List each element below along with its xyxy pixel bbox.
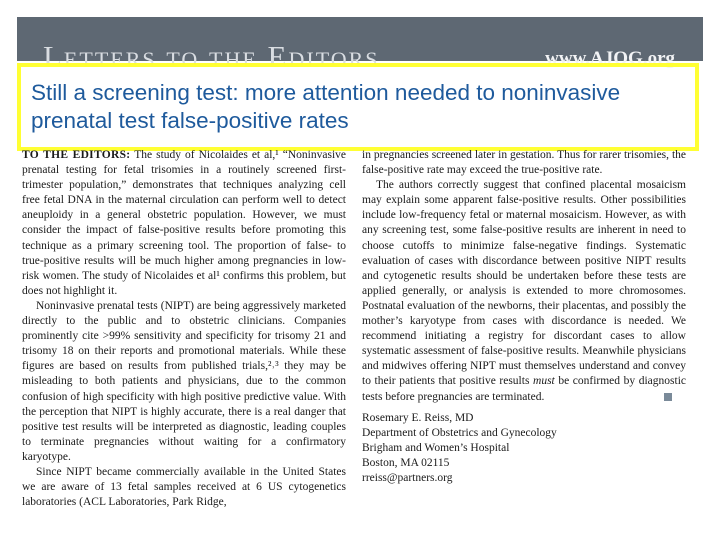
- paragraph-text-end: be confirmed by diagnostic tests before pregnancies are terminated.: [362, 375, 686, 403]
- article-body: [22, 148, 686, 528]
- paragraph: Since NIPT became commercially available in the United States we are aware of 13 fetal samples received at 6 US cytogenetics laboratories (ACL Laboratories, Park Ridge,: [22, 465, 346, 509]
- author-email[interactable]: rreiss@partners.org: [362, 471, 453, 484]
- end-of-article-icon: [664, 393, 672, 401]
- author-signature: [362, 411, 686, 486]
- author-city: Boston, MA 02115: [362, 456, 450, 469]
- title-highlight-box: [17, 63, 699, 151]
- article-title: Still a screening test: more attention needed to noninvasive prenatal test false-positive rates: [31, 80, 621, 133]
- paragraph-text: The study of Nicolaides et al,¹ “Noninvasive prenatal testing for fetal trisomies in a routinely screened first-trimester population,” demonstrates that techniques analyzing cell free fetal DNA in the maternal circulation can perform well to detect aneuploidy in a general obstetric population. However, we must consider the impact of false-positive results before promoting this technique as a primary screening tool. The proportion of false- to true-positive results will be much higher among pregnancies in low-risk women. The study of Nicolaides et al¹ confirms this problem, but does not highlight it.: [22, 149, 346, 297]
- emphasis-text: must: [533, 375, 555, 388]
- section-heading: Letters to the Editors: [43, 39, 380, 74]
- paragraph: [22, 148, 346, 299]
- letter-salutation: TO THE EDITORS:: [22, 149, 131, 161]
- paragraph: Noninvasive prenatal tests (NIPT) are being aggressively marketed directly to the public and to obstetric clinicians. Companies prominently cite >99% sensitivity and specificity for trisomy 21 and trisomy 18 on their reports and promotional materials. While these figures are based on results from published trials,²˒³ they may be misleading to both patients and physicians, due to the common confusion of high specificity with high positive predictive value. With the perception that NIPT is highly accurate, there is a real danger that positive test results will be interpreted as diagnostic, leading couples to terminate pregnancies without waiting for a confirmatory karyotype.: [22, 299, 346, 463]
- journal-header-bar: [17, 17, 703, 74]
- paragraph: in pregnancies screened later in gestation. Thus for rarer trisomies, the false-positive rate may exceed the true-positive rate.: [362, 149, 686, 177]
- author-name: Rosemary E. Reiss, MD: [362, 411, 474, 424]
- paragraph-text: The authors correctly suggest that confined placental mosaicism may explain some apparent false-positive results. Other possibilities include low-frequency fetal or maternal mosaicism. However, as with any screening test, some false-positive results are inherent in need to choose cutoffs to minimize false-negative findings. Systematic evaluation of cases with discordance between positive NIPT results and cytogenetic results should be undertaken before these tests are applied generally, or analysis is extended to more chromosomes. Postnatal evaluation of the newborns, their placentas, and possibly the mother’s karyotype from cases with discordance is needed. We recommend initiating a registry for discordant cases to allow systematic assessment of false-positive results. Meanwhile physicians and midwives offering NIPT must themselves understand and convey to their patients that positive results: [362, 179, 686, 388]
- author-hospital: Brigham and Women’s Hospital: [362, 441, 510, 454]
- journal-url[interactable]: www.AJOG.org: [545, 48, 675, 69]
- left-column: [22, 148, 346, 510]
- paragraph: [362, 178, 686, 404]
- author-department: Department of Obstetrics and Gynecology: [362, 426, 557, 439]
- right-column: [362, 148, 686, 486]
